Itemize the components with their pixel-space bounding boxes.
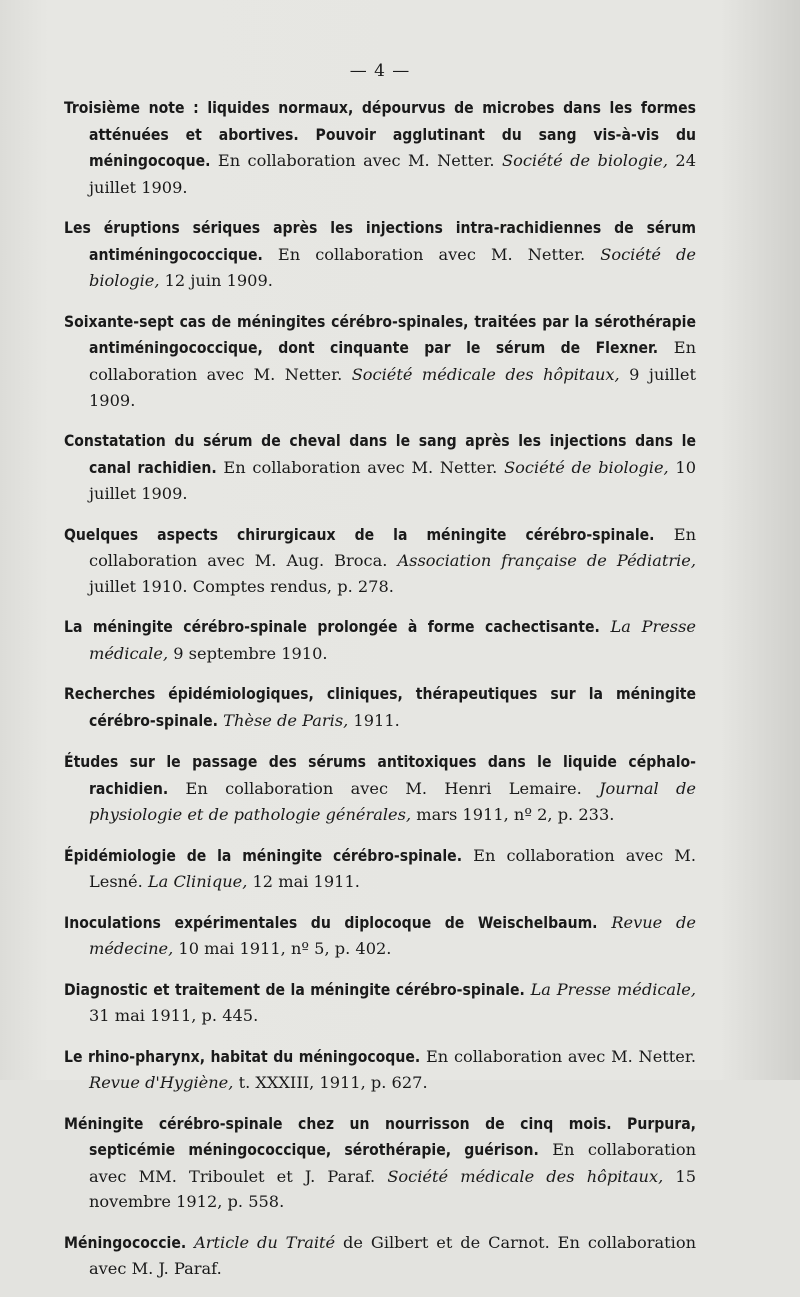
entry-title: Troisième note : liquides normaux, dépourvus de microbes dans les formes atténuées et abortives. Pouvoir agglutinant du sang vis-à-vis du méningocoque. <box>64 99 696 171</box>
bibliography-list <box>64 95 696 1297</box>
entry-source: Société médicale des hôpitaux, <box>351 364 620 384</box>
entry-text <box>600 617 611 636</box>
entry-text: t. XXXIII, 1911, p. 627. <box>233 1073 428 1093</box>
bibliography-entry-9 <box>64 843 696 895</box>
entry-title: Le rhino-pharynx, habitat du méningocoque. <box>64 1047 421 1066</box>
entry-text: 1911. <box>348 710 400 730</box>
entry-text: En collaboration avec M. Lesné. <box>89 845 696 892</box>
entry-text: juillet 1910. Comptes rendus, p. 278. <box>89 576 394 596</box>
bibliography-entry-2 <box>64 215 696 294</box>
page-number: — 4 — <box>349 61 411 81</box>
entry-title: Épidémiologie de la méningite cérébro-spinale. <box>64 846 463 865</box>
entry-source: Article du Traité <box>194 1232 336 1252</box>
entry-source: Société de biologie, <box>89 244 696 291</box>
entry-title: Méningite cérébro-spinale chez un nourrisson de cinq mois. Purpura, septicémie méningococcique, sérothérapie, guérison. <box>64 1114 696 1160</box>
entry-text: En collaboration avec M. Henri Lemaire. <box>168 778 600 798</box>
entry-text: 24 juillet 1909. <box>89 151 697 197</box>
entry-title: Soixante-sept cas de méningites cérébro-spinales, traitées par la sérothérapie antiméningococcique, dont cinquante par le sérum de Flexner. <box>64 312 696 358</box>
entry-source: Société de biologie, <box>504 457 669 477</box>
entry-text: 12 mai 1911. <box>247 872 360 892</box>
bibliography-entry-10 <box>64 910 696 962</box>
entry-title: Diagnostic et traitement de la méningite cérébro-spinale. <box>64 980 525 999</box>
entry-source: Thèse de Paris, <box>223 710 349 730</box>
bibliography-entry-11 <box>64 977 696 1029</box>
entry-text: 9 septembre 1910. <box>168 643 328 663</box>
bibliography-entry-13 <box>64 1111 696 1215</box>
entry-text: En collaboration avec M. Netter. <box>420 1046 696 1066</box>
entry-title: Quelques aspects chirurgicaux de la méningite cérébro-spinale. <box>64 525 655 544</box>
entry-text <box>186 1233 194 1252</box>
entry-text: 9 juillet 1909. <box>89 364 696 410</box>
entry-text: 31 mai 1911, p. 445. <box>89 1006 259 1026</box>
bibliography-entry-5 <box>64 522 696 600</box>
entry-title: La méningite cérébro-spinale prolongée à forme cachectisante. <box>64 618 600 637</box>
bibliography-entry-6 <box>64 614 696 666</box>
entry-source: Société de biologie, <box>501 151 668 171</box>
entry-title: Recherches épidémiologiques, cliniques, thérapeutiques sur la méningite cérébro-spinale. <box>64 685 696 730</box>
bibliography-entry-1 <box>64 95 696 200</box>
entry-text <box>598 913 612 932</box>
entry-title: Méningococcie. <box>64 1233 187 1252</box>
bibliography-entry-14 <box>64 1230 696 1282</box>
entry-text: En collaboration avec M. Netter. <box>210 151 502 171</box>
entry-title: Études sur le passage des sérums antitoxiques dans le liquide céphalo-rachidien. <box>64 753 696 798</box>
entry-text: 15 novembre 1912, p. 558. <box>89 1166 697 1212</box>
entry-text: En collaboration avec M. Netter. <box>262 244 601 264</box>
entry-text: 12 juin 1909. <box>159 271 273 291</box>
entry-source: Association française de Pédiatrie, <box>397 551 697 571</box>
entry-text: En collaboration avec MM. Triboulet et J. Paraf. <box>89 1140 697 1186</box>
entry-source: Société médicale des hôpitaux, <box>387 1166 664 1186</box>
bibliography-entry-8 <box>64 749 696 828</box>
entry-text: de Gilbert et de Carnot. En collaboration avec M. J. Paraf. <box>89 1232 696 1279</box>
entry-source: La Presse médicale, <box>89 617 696 663</box>
entry-text: 10 juillet 1909. <box>89 457 696 504</box>
entry-title: Constatation du sérum de cheval dans le sang après les injections dans le canal rachidien. <box>64 431 696 477</box>
entry-title: Les éruptions sériques après les injections intra-rachidiennes de sérum antiméningococcique. <box>64 219 696 264</box>
bibliography-entry-12 <box>64 1044 696 1096</box>
entry-text: mars 1911, nº 2, p. 233. <box>411 805 615 825</box>
entry-source: La Clinique, <box>147 872 248 892</box>
entry-text: En collaboration avec M. Netter. <box>216 457 505 477</box>
entry-source: Journal de physiologie et de pathologie générales, <box>89 778 696 825</box>
entry-source: Revue d'Hygiène, <box>89 1073 234 1093</box>
entry-text: 10 mai 1911, nº 5, p. 402. <box>173 939 392 959</box>
entry-source: La Presse médicale, <box>530 979 696 999</box>
bibliography-entry-4 <box>64 428 696 507</box>
bibliography-entry-7 <box>64 681 696 734</box>
entry-text: En collaboration avec M. Netter. <box>89 338 697 384</box>
entry-text: En collaboration avec M. Aug. Broca. <box>89 524 696 571</box>
bibliography-entry-3 <box>64 309 696 413</box>
entry-source: Revue de médecine, <box>89 912 696 959</box>
entry-title: Inoculations expérimentales du diplocoque de Weischelbaum. <box>64 913 598 932</box>
